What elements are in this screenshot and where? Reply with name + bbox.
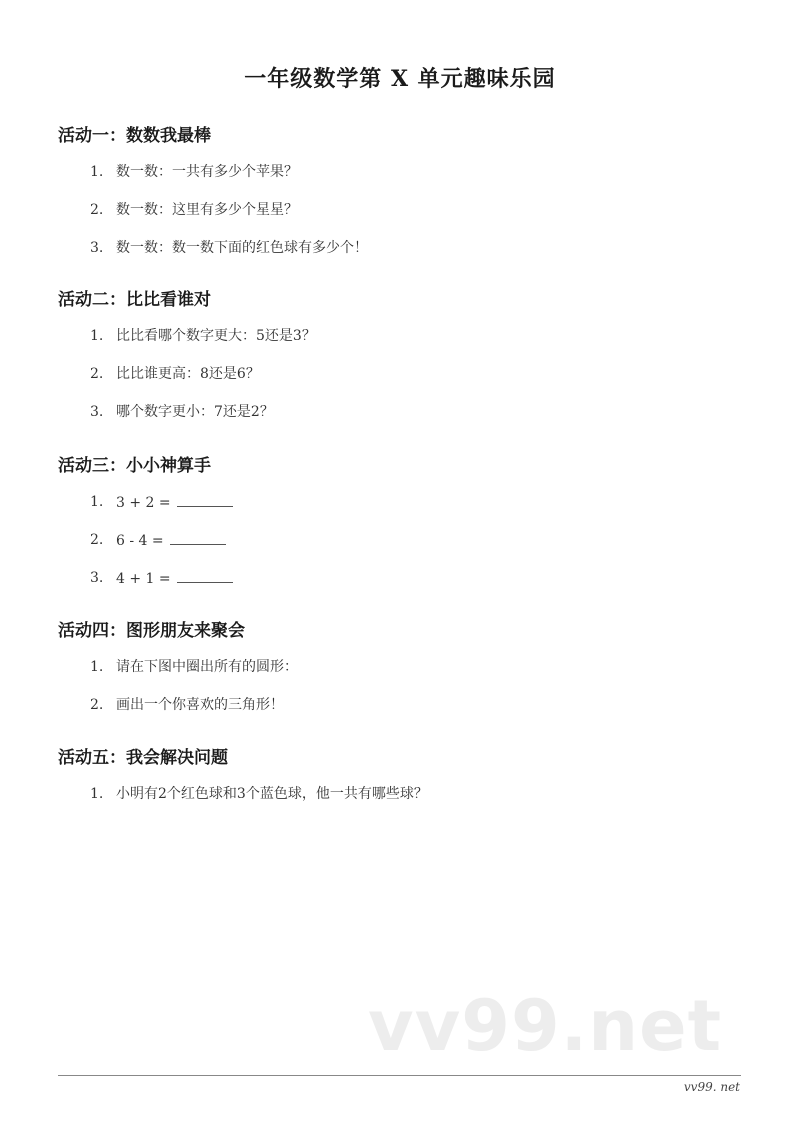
item-text: 画出一个你喜欢的三角形！ — [116, 697, 284, 713]
watermark: vv99.net — [368, 985, 723, 1067]
activity-section-2 — [58, 286, 758, 440]
item-text: 3 + 2 = — [116, 495, 171, 511]
activity-section-4 — [58, 617, 758, 733]
footer-site: vv99. net — [683, 1080, 740, 1094]
list-item — [58, 162, 758, 200]
list-item — [58, 492, 758, 530]
answer-blank[interactable] — [170, 530, 226, 545]
answer-blank[interactable] — [177, 568, 233, 583]
activity-section-3 — [58, 452, 758, 606]
section-heading: 活动五：我会解决问题 — [58, 748, 228, 768]
section-heading: 活动一：数数我最棒 — [58, 126, 211, 146]
list-item — [58, 402, 758, 440]
list-item — [58, 784, 758, 822]
page-title: 一年级数学第 X 单元趣味乐园 — [244, 66, 556, 92]
activity-section-1 — [58, 122, 758, 276]
item-text: 比比看哪个数字更大：5还是3？ — [116, 328, 316, 344]
list-item — [58, 657, 758, 695]
item-number: 1. — [90, 786, 104, 802]
item-number: 1. — [90, 328, 104, 344]
item-text: 比比谁更高：8还是6？ — [116, 366, 260, 382]
item-text: 小明有2个红色球和3个蓝色球，他一共有哪些球？ — [116, 786, 428, 802]
item-text: 4 + 1 = — [116, 571, 171, 587]
item-number: 1. — [90, 164, 104, 180]
list-item — [58, 568, 758, 606]
item-text: 数一数：一共有多少个苹果？ — [116, 164, 298, 180]
list-item — [58, 364, 758, 402]
item-number: 2. — [90, 366, 104, 382]
item-text: 请在下图中圈出所有的圆形： — [116, 659, 298, 675]
answer-blank[interactable] — [177, 492, 233, 507]
item-number: 1. — [90, 494, 104, 510]
footer-divider — [58, 1075, 741, 1076]
section-heading: 活动三：小小神算手 — [58, 456, 211, 476]
list-item — [58, 695, 758, 733]
item-text: 数一数：这里有多少个星星？ — [116, 202, 298, 218]
item-text: 哪个数字更小：7还是2？ — [116, 404, 274, 420]
list-item — [58, 200, 758, 238]
activity-section-5 — [58, 744, 758, 822]
item-number: 2. — [90, 202, 104, 218]
item-number: 2. — [90, 532, 104, 548]
item-number: 1. — [90, 659, 104, 675]
list-item — [58, 238, 758, 276]
item-text: 数一数：数一数下面的红色球有多少个！ — [116, 240, 368, 256]
item-number: 3. — [90, 570, 104, 586]
item-number: 3. — [90, 404, 104, 420]
list-item — [58, 326, 758, 364]
section-heading: 活动二：比比看谁对 — [58, 290, 211, 310]
item-number: 2. — [90, 697, 104, 713]
list-item — [58, 530, 758, 568]
section-heading: 活动四：图形朋友来聚会 — [58, 621, 245, 641]
item-text: 6 - 4 = — [116, 533, 164, 549]
item-number: 3. — [90, 240, 104, 256]
